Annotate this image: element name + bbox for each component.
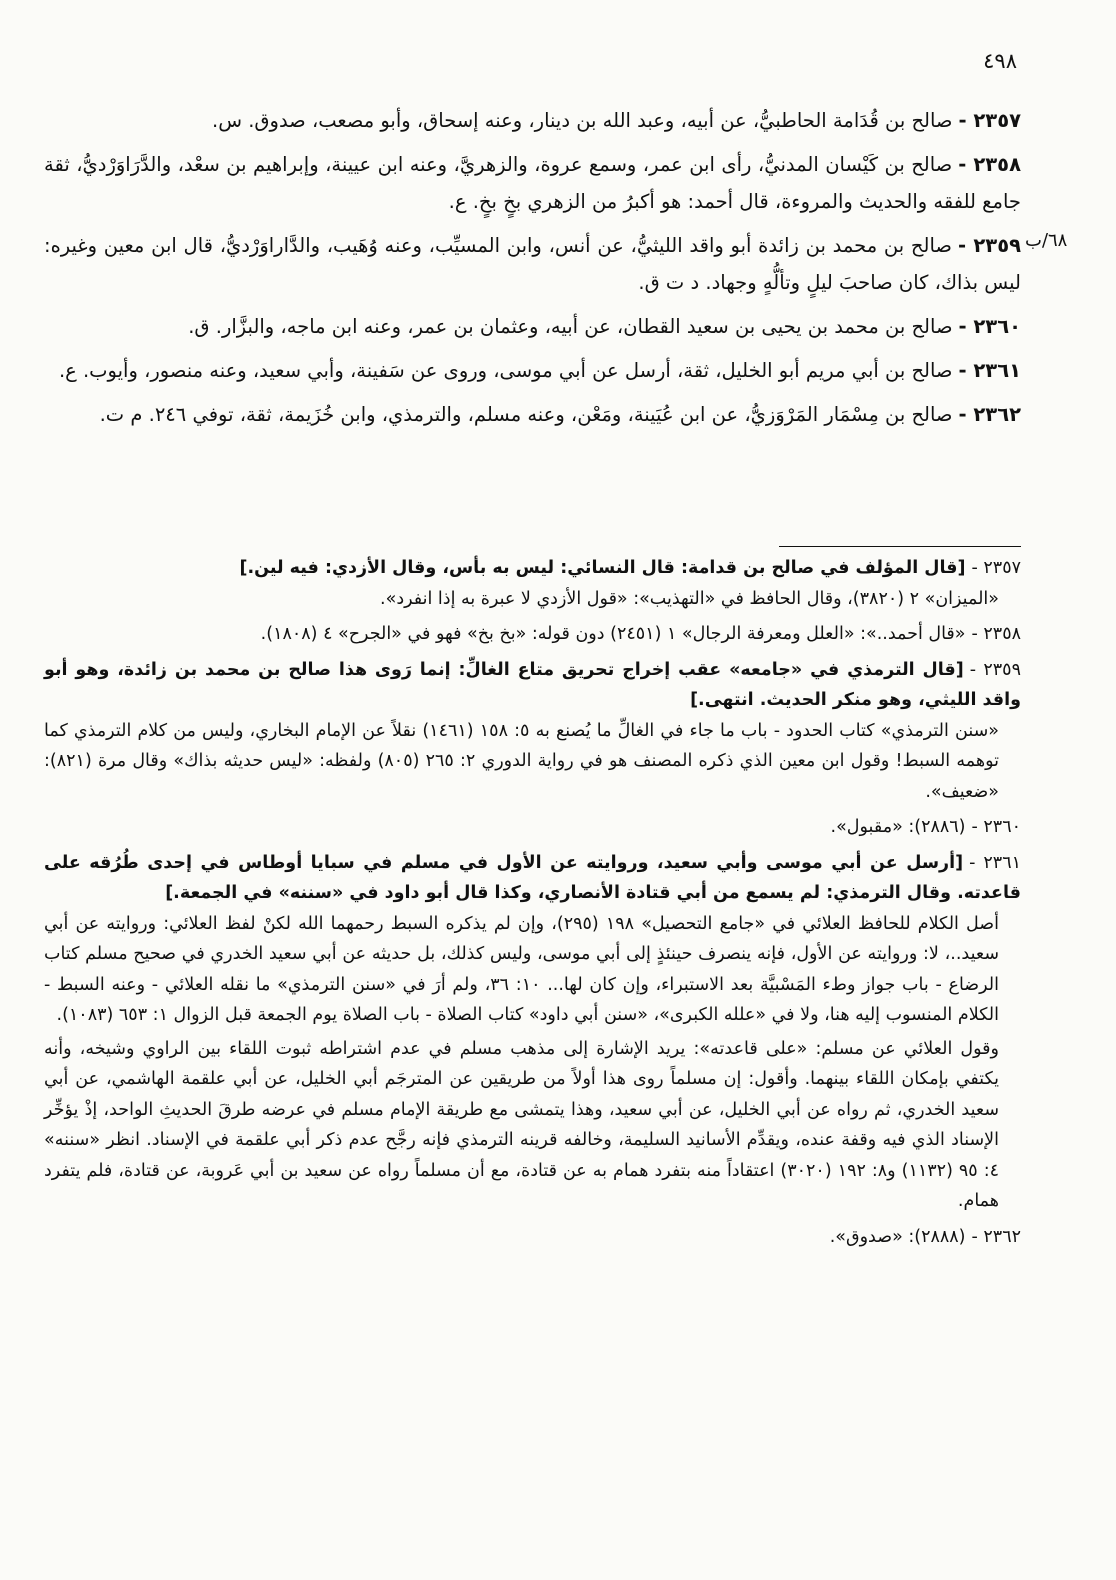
footnote — [44, 812, 1021, 843]
footnote-text: «قال أحمد..»: «العلل ومعرفة الرجال» ١ (٢٤٥١) دون قوله: «بخ بخ» فهو في «الجرح» ٤ (١٨٠٨). — [260, 624, 966, 644]
footnote-text: (٢٨٨٨): «صدوق». — [829, 1226, 966, 1247]
footnote-quote: [قال الترمذي في «جامعه» عقب إخراج تحريق متاع الغالِّ: إنما رَوى هذا صالح بن محمد بن زائدة، وهو أبو واقد الليثي، وهو منكر الحديث. انتهى.] — [44, 659, 1021, 710]
footnote-quote: [قال المؤلف في صالح بن قدامة: قال النسائي: ليس به بأس، وقال الأزدي: فيه لين.] — [239, 558, 966, 578]
entry-text: صالح بن قُدَامة الحاطبيُّ، عن أبيه، وعبد الله بن دينار، وعنه إسحاق، وأبو مصعب، صدوق. س. — [212, 109, 953, 132]
entry — [44, 308, 1021, 345]
footnote-comment: وقول العلائي عن مسلم: «على قاعدته»: يريد الإشارة إلى مذهب مسلم في عدم اشتراطه ثبوت اللقاء بين الراوي وشيخه، وأنه يكتفي بإمكان اللقاء بينهما. وأقول: إن مسلماً روى هذا أولاً من طريقين عن المترجَم أبي الخليل، عن أبي علقمة الهاشمي، عن أبي سعيد الخدري، ثم رواه عن أبي الخليل، عن أبي سعيد، وهذا يتمشى مع طريقة الإمام مسلم في عرضه طرقَ الحديثِ الواحد، إذْ يؤخِّر الإسناد الذي فيه وقفة عنده، ويقدِّم الأسانيد السليمة، وخالفه قرينه الترمذي فإنه رجَّح عدم ذكر أبي علقمة في الإسناد. انظر «سننه» ٤: ٩٥ (١١٣٢) و٨: ١٩٢ (٣٠٢٠) اعتقاداً منه بتفرد همام به عن قتادة، مع أن مسلماً رواه عن سعيد بن أبي عَروبة، عن قتادة، فلم يتفرد همام. — [44, 1038, 999, 1211]
footnote-number: ٢٣٦١ - — [969, 852, 1021, 873]
entry-text: صالح بن مِسْمَار المَرْوَزيُّ، عن ابن عُيَينة، ومَعْن، وعنه مسلم، والترمذي، وابن خُزَيمة، ثقة، توفي ٢٤٦. م ت. — [99, 403, 953, 426]
footnote — [44, 848, 1021, 1217]
footnote — [44, 553, 1021, 614]
entry-text: صالح بن كَيْسان المدنيُّ، رأى ابن عمر، وسمع عروة، والزهريَّ، وعنه ابن عيينة، وإبراهيم بن سعْد، والدَّرَاوَرْديُّ، ثقة جامع للفقه والحديث والمروءة، قال أحمد: هو أكبرُ من الزهري بخٍ بخٍ. ع. — [44, 153, 1021, 213]
footnote-number: ٢٣٥٨ - — [971, 624, 1021, 644]
footnote-number: ٢٣٥٧ - — [971, 558, 1021, 578]
footnote — [44, 655, 1021, 808]
footnote — [44, 619, 1021, 650]
entry-number: ٢٣٥٨ - — [958, 153, 1021, 176]
entry-text: صالح بن محمد بن زائدة أبو واقد الليثيُّ، عن أنس، وابن المسيِّب، وعنه وُهَيب، والدَّاراوَرْديُّ، قال ابن معين وغيره: ليس بذاك، كان صاحبَ ليلٍ وتألُّهٍ وجهاد. د ت ق. — [44, 234, 1021, 294]
footnote-comment: أصل الكلام للحافظ العلائي في «جامع التحصيل» ١٩٨ (٢٩٥)، وإن لم يذكره السبط رحمهما الله لكنْ لفظ العلائي: وروايته عن أبي سعيد..، لا: وروايته عن الأول، فإنه ينصرف حينئذٍ إلى أبي موسى، وليس كذلك، بل حديثه عن أبي سعيد الخدري في صحيح مسلم كتاب الرضاع - باب جواز وطء المَسْبيَّة بعد الاستبراء، وإن كان لها... ١٠: ٣٦، ولم أرَ في «سنن الترمذي» ما نقله العلائي - وعنه السبط - الكلام المنسوب إليه هنا، ولا في «علله الكبرى»، «سنن أبي داود» كتاب الصلاة - باب الصلاة يوم الجمعة قبل الزوال ١: ٦٥٣ (١٠٨٣). — [44, 913, 1000, 1025]
footnote-comment: «الميزان» ٢ (٣٨٢٠)، وقال الحافظ في «التهذيب»: «قول الأزدي لا عبرة به إذا انفرد». — [380, 588, 999, 609]
footnotes — [44, 553, 1021, 1257]
entry-text: صالح بن أبي مريم أبو الخليل، ثقة، أرسل عن أبي موسى، وروى عن سَفينة، وأبي سعيد، وعنه منصور، وأيوب. ع. — [58, 359, 953, 382]
main-entries — [44, 102, 1021, 440]
entry-text: صالح بن محمد بن يحيى بن سعيد القطان، عن أبيه، وعثمان بن عمر، وعنه ابن ماجه، والبزَّار. ق. — [188, 315, 953, 338]
footnote — [44, 1222, 1021, 1253]
margin-folio-note: ٦٨/ب — [1025, 230, 1068, 251]
entry-number: ٢٣٥٧ - — [958, 109, 1021, 132]
footnote-text: (٢٨٨٦): «مقبول». — [830, 817, 966, 837]
entry — [44, 396, 1021, 433]
entry-number: ٢٣٦٢ - — [958, 403, 1021, 426]
entry — [44, 352, 1021, 389]
footnote-number: ٢٣٦٠ - — [971, 817, 1021, 837]
footnote-number: ٢٣٥٩ - — [969, 659, 1021, 680]
entry — [44, 102, 1021, 139]
entry — [44, 146, 1021, 220]
entry-number: ٢٣٥٩ - — [957, 234, 1021, 257]
entry-number: ٢٣٦١ - — [958, 359, 1021, 382]
footnote-quote: [أرسل عن أبي موسى وأبي سعيد، وروايته عن الأول في مسلم في سبايا أوطاس في إحدى طُرُقه على قاعدته. وقال الترمذي: لم يسمع من أبي قتادة الأنصاري، وكذا قال أبو داود في «سننه» في الجمعة.] — [44, 852, 1021, 903]
footnote-divider — [779, 546, 1021, 547]
page-number: ٤٩٨ — [983, 49, 1017, 73]
entry — [44, 227, 1021, 301]
book-page — [44, 0, 1021, 1580]
entry-number: ٢٣٦٠ - — [958, 315, 1021, 338]
footnote-comment: «سنن الترمذي» كتاب الحدود - باب ما جاء في الغالِّ ما يُصنع به ٥: ١٥٨ (١٤٦١) نقلاً عن الإمام البخاري، وليس من كلام الترمذي كما توهمه السبط! وقول ابن معين الذي ذكره المصنف هو في رواية الدوري ٢: ٢٦٥ (٨٠٥) ولفظه: «ليس حديثه بذاك» وقال مرة (٨٢١): «ضعيف». — [44, 720, 999, 802]
footnote-number: ٢٣٦٢ - — [971, 1226, 1021, 1247]
